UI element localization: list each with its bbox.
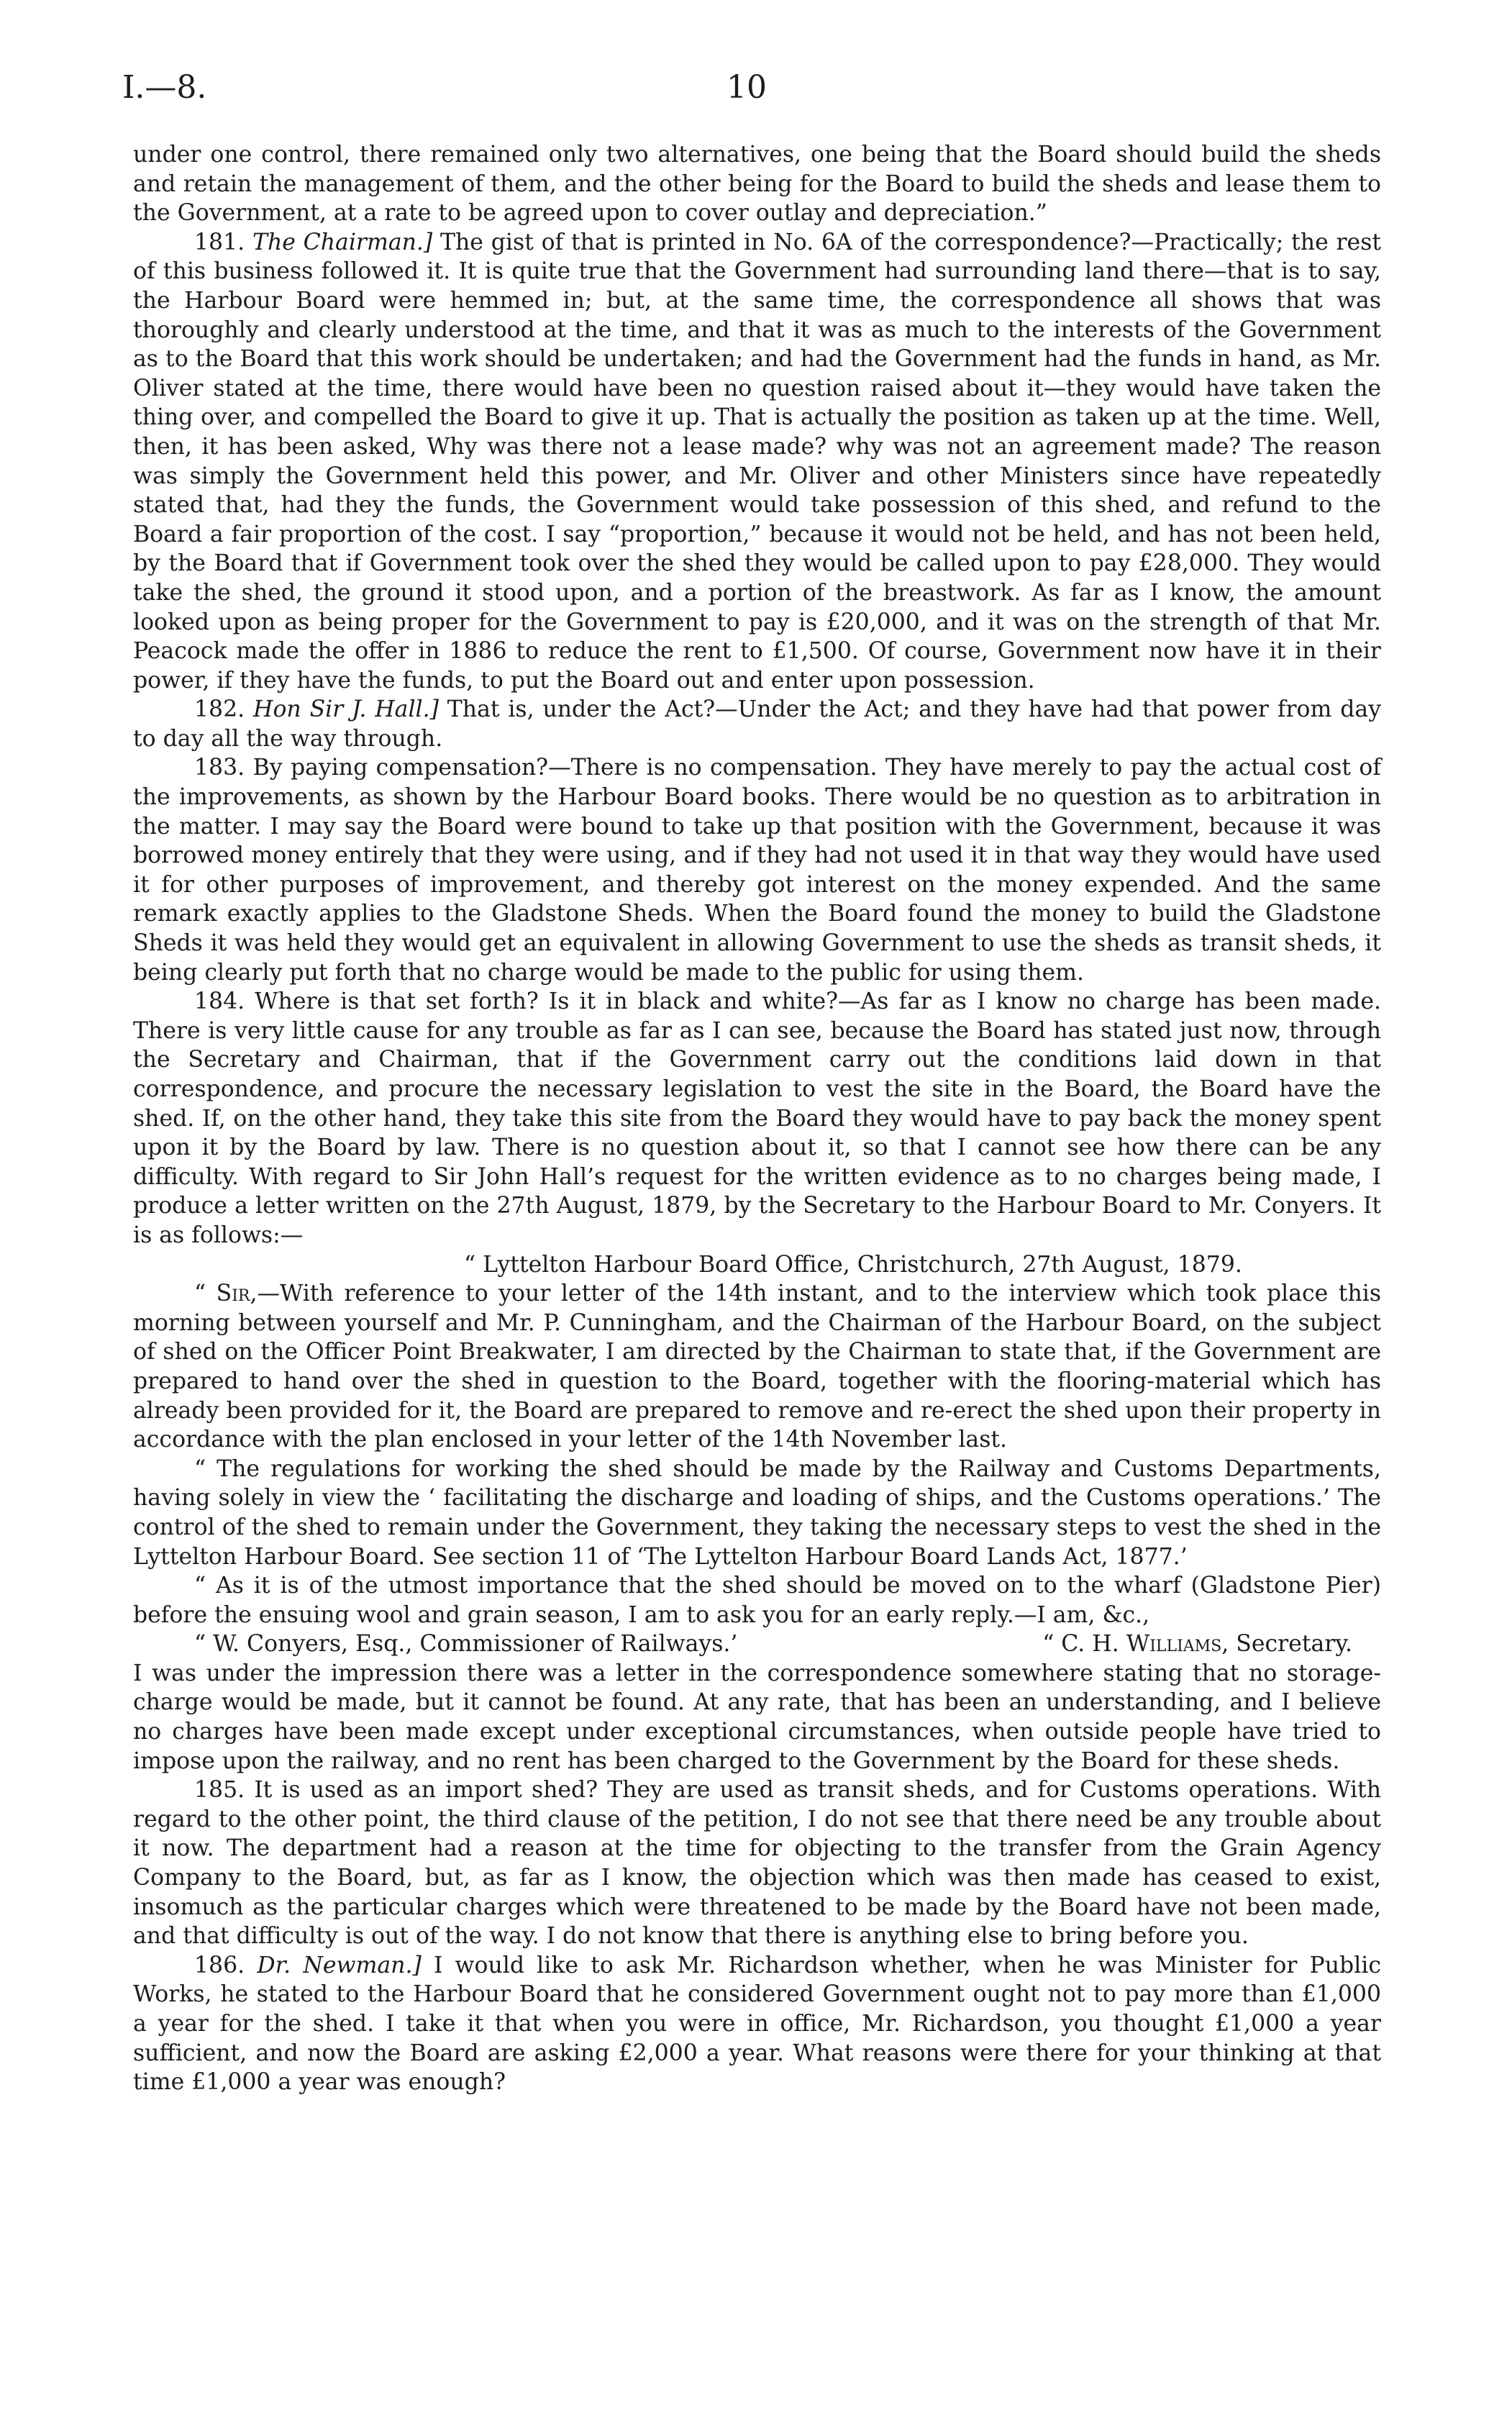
paragraph-text: That is, under the Act?—Under the Act; and they have had that power from day to day all the way through. [133,696,1381,752]
document-reference: I.—8. [122,69,207,106]
paragraph-185 [133,1776,1381,1951]
paragraph-183 [133,753,1381,987]
paragraph-number: 183. [194,755,245,781]
paragraph-number: 182. [194,696,245,723]
letter-signature [1042,1630,1352,1659]
speaker-name: The Chairman.] [252,229,433,255]
paragraph-continuation: under one control, there remained only two alternatives, one being that the Board should build the sheds and retain the management of them, and the other being for the Board to build the sheds and lease them to the Government, at a rate to be agreed upon to cover outlay and depreciation.” [133,142,1381,227]
paragraph-text: By paying compensation?—There is no compensation. They have merely to pay the actual cost of the improvements, as shown by the Harbour Board books. There would be no question as to arbitration in the matter. I may say the Board were bound to take up that position with the Government, because it was borrowed money entirely that they were using, and if they had not used it in that way they would have used it for other purposes of improvement, and thereby got interest on the money expended. And the same remark exactly applies to the Gladstone Sheds. When the Board found the money to build the Gladstone Sheds it was held they would get an equivalent in allowing Government to use the sheds as transit sheds, it being clearly put forth that no charge would be made to the public for using them. [133,755,1382,986]
paragraph-number: 185. [194,1777,245,1804]
letter-paragraph-1 [133,1279,1381,1455]
document-body [133,140,1381,2097]
paragraph-text: I would like to ask Mr. Richardson whether, when he was Minister for Public Works, he stated to the Harbour Board that he considered Government ought not to pay more than £1,000 a year for the shed. I take it that when you were in office, Mr. Richardson, you thought £1,000 a year sufficient, and now the Board are asking £2,000 a year. What reasons were there for your thinking at that time £1,000 a year was enough? [133,1952,1381,2096]
page-number: 10 [727,69,767,106]
paragraph-184-continued: I was under the impression there was a letter in the correspondence somewhere stating that no storage-charge would be made, but it cannot be found. At any rate, that has been an understanding, and I believe no charges have been made except under exceptional circumstances, when outside people have tried to impose upon the railway, and no rent has been charged to the Government by the Board for these sheds. [133,1660,1381,1774]
paragraph-text: The gist of that is printed in No. 6A of the correspondence?—Practically; the rest of this business followed it. It is quite true that the Government had surrounding land there—that is to say, the Harbour Board were hemmed in; but, at the same time, the correspondence all shows that was thoroughly and clearly understood at the time, and that it was as much to the interests of the Government as to the Board that this work should be undertaken; and had the Government had the funds in hand, as Mr. Oliver stated at the time, there would have been no question raised about it—they would have taken the thing over, and compelled the Board to give it up. That is actually the position as taken up at the time. Well, then, it has been asked, Why was there not a lease made? why was not an agreement made? The reason was simply the Government held this power, and Mr. Oliver and other Ministers since have repeatedly stated that, had they the funds, the Government would take possession of this shed, and refund to the Board a fair proportion of the cost. I say “proportion,” because it would not be held, and has not been held, by the Board that if Government took over the shed they would be called upon to pay £28,000. They would take the shed, the ground it stood upon, and a portion of the breastwork. As far as I know, the amount looked upon as being proper for the Government to pay is £20,000, and it was on the strength of that Mr. Peacock made the offer in 1886 to reduce the rent to £1,500. Of course, Government now have it in their power, if they have the funds, to put the Board out and enter upon possession. [133,229,1382,694]
letter-addressee: “ W. Conyers, Esq., Commissioner of Railways.’ [194,1631,738,1658]
signature-quote: “ C. H. [1042,1631,1126,1658]
paragraph-182 [133,695,1381,753]
letter-paragraph-3: “ As it is of the utmost importance that the shed should be moved on to the wharf (Gladstone Pier) before the ensuing wool and grain season, I am to ask you for an early reply.—I am, &c., [133,1573,1381,1628]
signature-name: Williams [1126,1631,1222,1658]
letter-salutation: “ Sir, [194,1281,258,1307]
letter-paragraph-2: “ The regulations for working the shed should be made by the Railway and Customs Departments, having solely in view the ‘ facilitating the discharge and loading of ships, and the Customs operations.’ The control of the shed to remain under the Government, they taking the necessary steps to vest the shed in the Lyttelton Harbour Board. See section 11 of ‘The Lyttelton Harbour Board Lands Act, 1877.’ [133,1455,1381,1570]
paragraph-text: Where is that set forth? Is it in black and white?—As far as I know no charge has been made. There is very little cause for any trouble as far as I can see, because the Board has stated just now, through the Secretary and Chairman, that if the Government carry out the conditions laid down in that correspondence, and procure the necessary legislation to vest the site in the Board, the Board have the shed. If, on the other hand, they take this site from the Board they would have to pay back the money spent upon it by the Board by law. There is no question about it, so that I cannot see how there can be any difficulty. With regard to Sir John Hall’s request for the written evidence as to no charges being made, I produce a letter written on the 27th August, 1879, by the Secretary to the Harbour Board to Mr. Conyers. It is as follows:— [133,989,1381,1248]
paragraph-number: 186. [194,1952,245,1978]
paragraph-number: 184. [194,989,245,1015]
paragraph-186 [133,1951,1381,2097]
paragraph-number: 181. [194,229,245,255]
paragraph-text: It is used as an import shed? They are used as transit sheds, and for Customs operations. With regard to the other point, the third clause of the petition, I do not see that there need be any trouble about it now. The department had a reason at the time for objecting to the transfer from the Grain Agency Company to the Board, but, as far as I know, the objection which was then made has ceased to exist, insomuch as the particular charges which were threatened to be made by the Board have not been made, and that difficulty is out of the way. I do not know that there is anything else to bring before you. [133,1777,1382,1950]
letter-signature-line [133,1630,1381,1659]
paragraph-181 [133,228,1381,696]
letter-dateline: “ Lyttelton Harbour Board Office, Christchurch, 27th August, 1879. [464,1251,1242,1278]
speaker-name: Hon Sir J. Hall.] [253,696,439,723]
speaker-name: Dr. Newman.] [257,1952,422,1978]
letter-text: —With reference to your letter of the 14th instant, and to the interview which took place this morning between yourself and Mr. P. Cunningham, and the Chairman of the Harbour Board, on the subject of shed on the Officer Point Breakwater, I am directed by the Chairman to state that, if the Government are prepared to hand over the shed in question to the Board, together with the flooring-material which has already been provided for it, the Board are prepared to remove and re-erect the shed upon their property in accordance with the plan enclosed in your letter of the 14th November last. [133,1281,1381,1453]
signature-title: , Secretary. [1221,1631,1352,1658]
paragraph-184 [133,987,1381,1250]
